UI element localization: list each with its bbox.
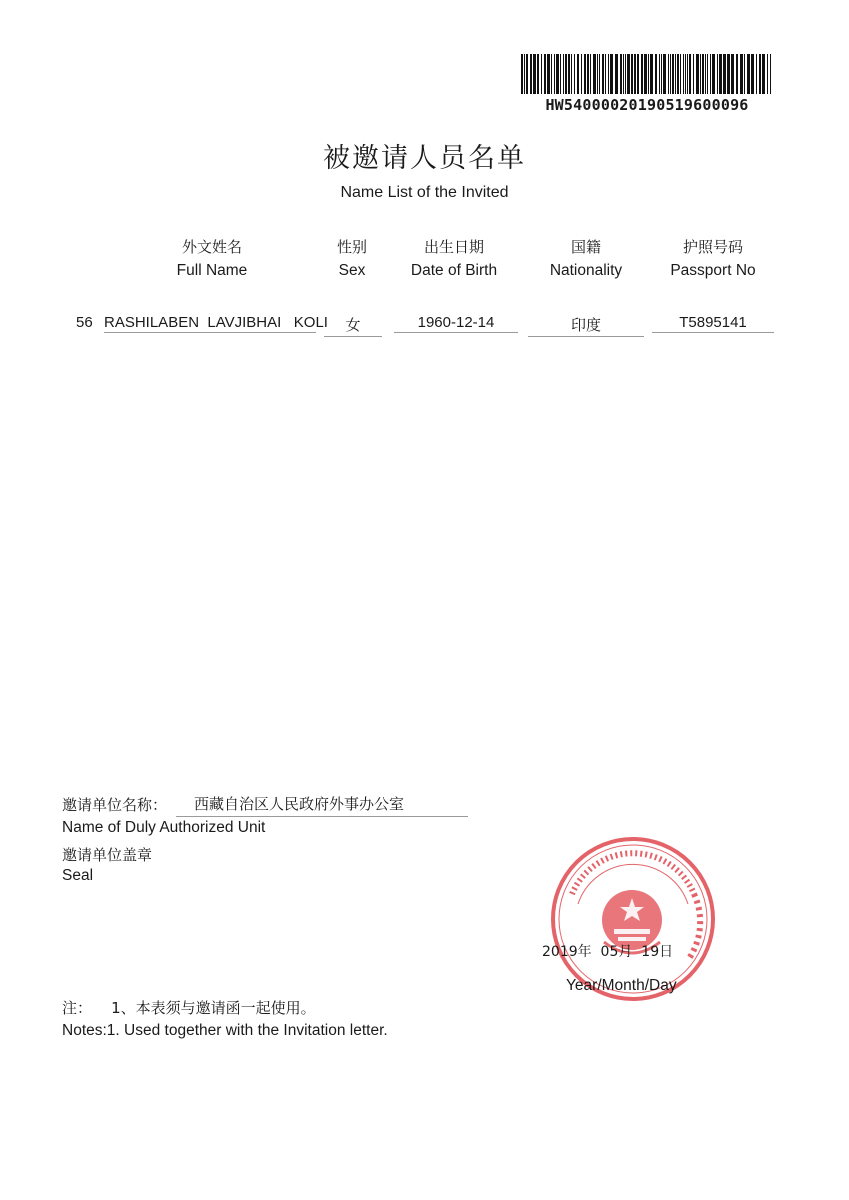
header-cn: 性别 xyxy=(336,238,367,256)
barcode xyxy=(521,54,773,94)
header-cn: 出生日期 xyxy=(423,238,484,256)
barcode-number: HW5400002019051960009​6 xyxy=(545,96,749,114)
date-format-label: Year/Month/Day xyxy=(566,977,677,994)
cell-nationality: 印度 xyxy=(528,314,644,337)
issue-date xyxy=(542,941,673,961)
note-cn xyxy=(62,997,316,1018)
unit-label-cn: 邀请单位名称： xyxy=(62,796,168,814)
date-year: 2019年 xyxy=(542,944,592,960)
header-passport-no xyxy=(658,236,768,280)
seal-label-cn: 邀请单位盖章 xyxy=(62,846,153,864)
header-cn: 国籍 xyxy=(570,238,601,256)
row-number: 56 xyxy=(76,314,93,331)
header-sex xyxy=(322,236,382,280)
header-en: Date of Birth xyxy=(410,262,498,279)
unit-value: 西藏自治区人民政府外事办公室 xyxy=(176,793,468,817)
cell-sex: 女 xyxy=(324,314,382,337)
note-en: Notes:1. Used together with the Invitation letter. xyxy=(62,1022,388,1039)
header-cn: 外文姓名 xyxy=(181,238,242,256)
unit-label-en: Name of Duly Authorized Unit xyxy=(62,819,266,836)
page-title-cn: 被邀请人员名单 xyxy=(323,143,526,174)
cell-date-of-birth: 1960-12-14 xyxy=(394,314,518,333)
header-cn: 护照号码 xyxy=(682,238,743,256)
note-cn-text: 1、本表须与邀请函一起使用。 xyxy=(111,999,316,1017)
cell-passport-no: T5895141 xyxy=(652,314,774,333)
header-en: Sex xyxy=(338,262,366,279)
header-full-name xyxy=(150,236,274,280)
date-day: 19日 xyxy=(641,944,674,960)
page-title-en: Name List of the Invited xyxy=(340,184,509,201)
header-en: Passport No xyxy=(670,262,756,279)
seal-label-en: Seal xyxy=(62,867,94,884)
cell-full-name: RASHILABEN LAVJIBHAI KOLI xyxy=(104,314,328,331)
header-date-of-birth xyxy=(398,236,510,280)
header-nationality xyxy=(536,236,636,280)
header-en: Full Name xyxy=(176,262,248,279)
note-cn-prefix: 注： xyxy=(62,999,93,1017)
header-en: Nationality xyxy=(549,262,623,279)
date-month: 05月 xyxy=(600,944,633,960)
